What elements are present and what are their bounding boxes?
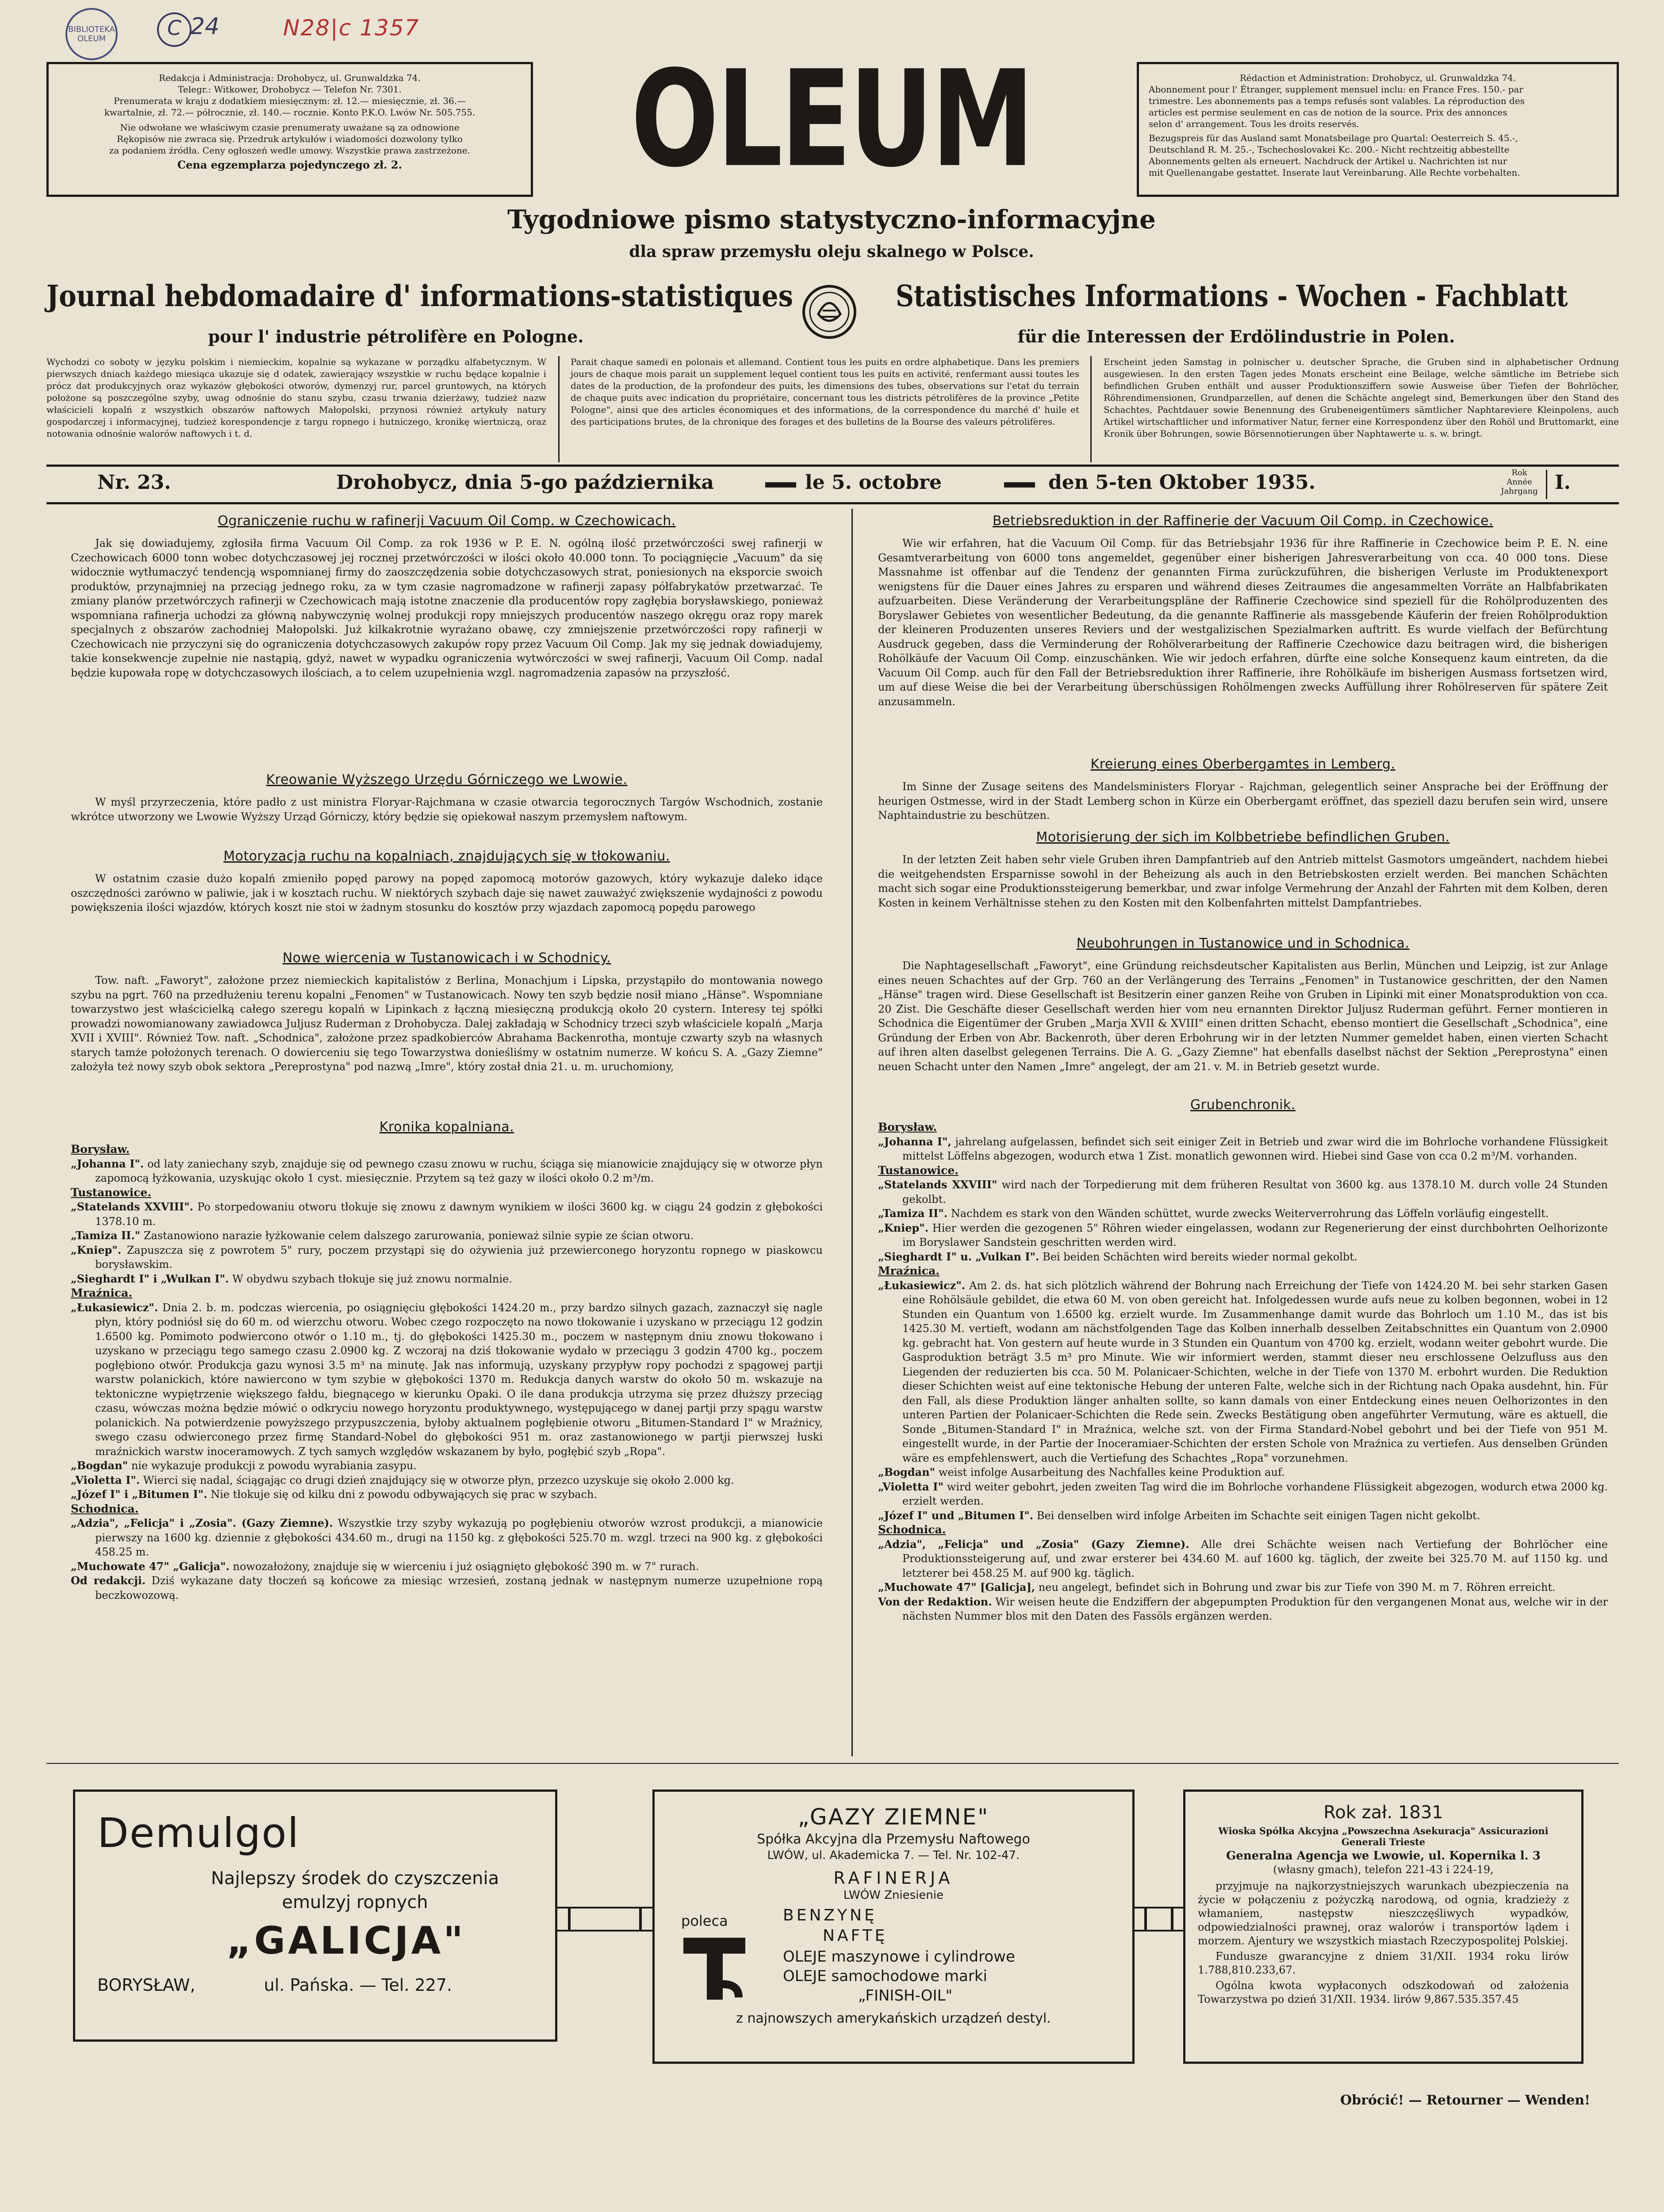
ad-demulgol-line: emulzyj ropnych xyxy=(282,1892,428,1912)
date-french: le 5. octobre xyxy=(805,471,942,494)
description-pl: Wychodzi co soboty w języku polskim i niemieckim, kopalnie są wykazane w porządku alfabetycznym. W pierwszych dniach każdego miesiąca ukazuje się d odatek, zawierający wszystkie w ruchu będące kopalnie i prócz dat produkcyjnych oraz wykazów głębokości otworów, dymenzyj rur, parcel gruntowych, na których położone są poszczególne szyby, uwag odnośnie do stanu szybu, czasu trwania dzierżawy, tudzież nazw właścicieli kopalń z wszystkich obszarów naftowych Małopolski, przynosi również artykuły natury gospodarczej i informacyjnej, tudzież korespondencje z targu ropnego i hutniczego, kronikę wiertniczą, oraz notowania odnośnie walorów naftowych i t. d. xyxy=(46,357,546,439)
ad-gazy-product: NAFTĘ xyxy=(823,1927,888,1945)
ad-generali-year: Rok zał. 1831 xyxy=(1323,1802,1443,1823)
chronicle-pl xyxy=(71,1142,823,1602)
header-right-line: Abonnement pour l' Étranger, supplement mensuel inclu: en France Fres. 150.- par xyxy=(1149,84,1523,95)
journal-subtitle-de: für die Interessen der Erdölindustrie in Polen. xyxy=(1017,326,1455,346)
chronicle-region: Mraźnica. xyxy=(878,1264,940,1277)
t-mark-icon xyxy=(681,1936,748,2002)
description-de: Erscheint jeden Samstag in polnischer u. deutscher Sprache, die Gruben sind in alphabetischer Ordnung ausgewiesen. In den ersten Tagen jedes Monats erscheint eine Beilage, welche sämtliche im Betriebe sich befindlichen Gruben enthält und ausser Produktionsziffern sowie Ausweise über Tiefen der Bohrlöcher, Röhrendimensionen, Grundparzellen, auf denen die Schächte angelegt sind, Bemerkungen über den Stand des Schachtes, Pachtdauer sowie Benennung des Grubeneigentümers sämtlicher Naphtareviere Kleinpolens, auch Artikel wirtschaftlicher und informativer Natur, ferner eine Korrespondenz über den Rohöl und Bruttomarkt, eine Kronik über Bohrungen, sowie Börsennotierungen über Naphtawerte u. s. w. bringt. xyxy=(1104,357,1619,439)
header-left-line: Telegr.: Witkower, Drohobycz — Telefon Nr. 7301. xyxy=(178,84,402,95)
chronicle-entry: „Bogdan" weist infolge Ausarbeitung des Nachfalles keine Produktion auf. xyxy=(878,1466,1285,1479)
ad-generali-line: Generalna Agencja we Lwowie, ul. Kopernika l. 3 xyxy=(1226,1849,1541,1863)
chronicle-entry: „Johanna I", jahrelang aufgelassen, befindet sich seit einiger Zeit in Betrieb und zwar wird die im Bohrloche vorhandene Flüssigkeit mittelst Löffelns abgezogen, wodurch etwa 1 Zist. monatlich gewonnen wird. Hiebei sind Gase von cca 0.2 m³/M. vorhanden. xyxy=(878,1135,1608,1162)
ad-demulgol-brand: „GALICJA" xyxy=(226,1919,466,1963)
chronicle-entry: „Józef I" i „Bitumen I". Nie tłokuje się od kilku dni z powodu odbywających się prac w szybach. xyxy=(71,1488,598,1501)
ad-demulgol xyxy=(73,1790,557,2042)
article-de-4: Die Naphtagesellschaft „Faworyt", eine Gründung reichsdeutscher Kapitalisten aus Berlin, München und Leipzig, ist zur Anlage eines neuen Schachtes auf der Grp. 760 an der Verlängerung des Terrains „Fenomen" in Tustanowice geschritten, der den Namen „Hänse" tragen wird. Diese Gesellschaft ist Besitzerin einer ganzen Reihe von Gruben in Lipinki mit einer Monatsproduktion von cca. 20 Zist. Die Geschäfte dieser Gesellschaft werden hier vom neu ernannten Direktor Juljusz Ruderman geführt. Ferner montieren in Schodnica die Eigentümer der Gruben „Marja XVII & XVIII" einen dritten Schacht, ebenso montiert die Gesellschaft „Schodnica", eine Gründung der Erben von Abr. Backenroth, über deren Erbohrung wir in der letzten Nummer gemeldet haben, einen vierten Schacht auf ihren alten daselbst gelegenen Terrains. Die A. G. „Gazy Ziemne" hat ebenfalls daselbst nächst der Sektion „Pereprostyna" einen neuen Schacht unter den Namen „Imre" angelegt, der am 21. v. M. in Betrieb gesetzt wurde. xyxy=(878,960,1608,1073)
date-polish: Drohobycz, dnia 5-go października xyxy=(336,471,714,494)
ad-generali-line: (własny gmach), telefon 221-43 i 224-19, xyxy=(1273,1863,1494,1876)
chronicle-entry: „Tamiza II". Nachdem es stark von den Wänden schüttet, wurde zwecks Weiterverrohrung das Löffeln vorläufig eingestellt. xyxy=(878,1207,1549,1220)
year-label: Rok xyxy=(1511,468,1527,477)
chronicle-entry: „Violetta I". Wierci się nadal, ściągając co drugi dzień znajdujący się w otworze płyn, przezco uzyskuje się około 2.000 kg. xyxy=(71,1473,734,1486)
chronicle-entry: „Muchowate 47" [Galicja], neu angelegt, befindet sich in Bohrung und zwar bis zur Tiefe von 390 M. m 7. Röhren erreicht. xyxy=(878,1581,1556,1594)
chronicle-region: Borysław. xyxy=(878,1121,937,1133)
ad-demulgol-address: ul. Pańska. — Tel. 227. xyxy=(264,1975,452,1995)
section-title-pl-5: Kronika kopalniana. xyxy=(379,1119,514,1135)
journal-title-de: Statistisches Informations - Wochen - Fachblatt xyxy=(896,279,1568,313)
dash xyxy=(1004,482,1035,488)
section-title-pl-1: Ograniczenie ruchu w rafinerji Vacuum Oil Comp. w Czechowicach. xyxy=(218,513,676,529)
article-de-2: Im Sinne der Zusage seitens des Mandelsministers Floryar - Rajchman, gelegentlich seiner Ansprache bei der Eröffnung der heurigen Ostmesse, wird in der Stadt Lemberg schon in Kürze ein Oberbergamt eröffnet, das speziell dazu berufen sein wird, unsere Naphtaindustrie zu beschützen. xyxy=(878,780,1608,822)
header-right-line: selon d' arrangement. Tous les droits reservés. xyxy=(1149,119,1359,129)
ad-gazy-product: „FINISH-OIL" xyxy=(858,1987,953,2005)
column-divider xyxy=(851,509,853,1756)
chronicle-region: Tustanowice. xyxy=(71,1186,152,1199)
ad-gazy-location: LWÓW Zniesienie xyxy=(843,1889,944,1902)
single-copy-price: Cena egzemplarza pojedynczego zł. 2. xyxy=(177,158,402,171)
article-pl-4: Tow. naft. „Faworyt", założone przez niemieckich kapitalistów z Berlina, Monachjum i Lipska, przystąpiło do montowania nowego szybu na pgrt. 760 na przedłużeniu terenu kopalni „Fenomen" w Tustanowicach. Nowy ten szyb będzie nosił miano „Hänse". Wspomniane towarzystwo jest właścicielką całego szeregu kopalń w Lipinkach z łączną miesięczną produkcją około 20 cystern. Interesy tej spółki prowadzi nowomianowany zawiadowca Juljusz Ruderman z Drohobycza. Dalej zakładają w Schodnicy trzeci szyb właściciele kopalń „Marja XVII i XVIII". Również Tow. naft. „Schodnica", założone przez spadkobierców Abrahama Backenrotha, montuje czwarty szyb na własnych starych tamże położonych terenach. O dowierceniu się tego Towarzystwa donieśliśmy w ostatnim numerze. W końcu S. A. „Gazy Ziemne" założyła też nowy szyb obok sektora „Pereprostyna" pod nazwą „Imre", który został dnia 21. u. m. uruchomiony, xyxy=(71,974,823,1073)
dash xyxy=(765,482,796,488)
journal-subtitle-fr: pour l' industrie pétrolifère en Pologne. xyxy=(208,326,584,346)
chronicle-entry: „Tamiza II." Zastanowiono narazie łyżkowanie celem dalszego zarurowania, ponieważ silnie sypie ze ścian otworu. xyxy=(71,1229,694,1242)
section-title-de-4: Neubohrungen in Tustanowice und in Schodnica. xyxy=(1076,936,1410,951)
chronicle-region: Borysław. xyxy=(71,1143,130,1156)
ad-gazy-product: OLEJE maszynowe i cylindrowe xyxy=(783,1948,1015,1966)
chronicle-entry: „Adzia", „Felicja" i „Zosia". (Gazy Ziemne). Wszystkie trzy szyby wykazują po pogłębieniu otworów wzrost produkcji, a mianowicie pierwszy na 1600 kg. dziennie z głębokości 434.60 m., drugi na 1150 kg. z głębokości 525.70 m. wzgl. trzeci na 900 kg. z głębokości 458.25 m. xyxy=(71,1517,823,1558)
ad-connector xyxy=(557,1907,652,1932)
chronicle-entry: „Łukasiewicz". Am 2. ds. hat sich plötzlich während der Bohrung nach Erreichung der Tiefe von 1424.20 M. bei sehr starken Gasen eine Rohölsäule gebildet, die etwa 60 M. von oben gereicht hat. Infolgedessen wurde aufs neue zu kolben begonnen, wobei in 12 Stunden ein Quantum von 1.6500 kg. erzielt wurde. Im Zusammenhange damit wurde das Bohrloch um 1.10 M., das ist bis 1425.30 M. vertieft, wodann am nächstfolgenden Tage das Kolben innerhalb desselben Zeitabschnittes ein Quantum von 2.0900 kg. gebracht hat. Von gestern auf heute wurde in 3 Stunden ein Quantum von 4700 kg. erzielt, wodann weiter gebohrt wurde. Die Gasproduktion beträgt 3.5 m³ pro Minute. Wie wir informiert werden, stammt dieser neu erschlossene Oelzufluss aus den Liegenden der reduzierten bis cca. 50 M. Polanicaer-Schichten, welche in der Tiefe von 1370 M. erbohrt wurden. Die Reduktion dieser Schichten weist auf eine tektonische Hebung der unteren Falte, welche sich in der Richtung nach Opaka ausdehnt, hin. Für den Fall, als diese Produktion länger anhalten sollte, so kann damals von einer Entdeckung eines neuen Oelhorizontes in den unteren Partien der Polanicaer-Schichten die Rede sein. Zwecks Bestätigung oben angeführter Vermutung, wäre es aktuell, die Sonde „Bitumen-Standard I" in Mraźnica, welche szt. von der Firma Standard-Nobel gebohrt und bei der Tiefe von 951 M. eingestellt wurde, in der Partie der Inoceramiaer-Schichten der ersten Schole von Mraźnica zu vertiefen. Aus denselben Gründen wäre es empfehlenswert, auch die Vertiefung des Schachtes „Ropa" vorzunehmen. xyxy=(878,1279,1608,1464)
library-stamp: BIBLIOTEKA OLEUM xyxy=(65,8,118,60)
header-left-line: Nie odwołane we właściwym czasie prenumeraty uważane są za odnowione xyxy=(120,122,460,133)
handwritten-copyright-mark: C xyxy=(157,12,192,47)
journal-title-fr: Journal hebdomadaire d' informations-statistiques xyxy=(46,279,794,313)
chronicle-entry: Od redakcji. Dziś wykazane daty tłoczeń są końcowe za miesiąc wrzesień, zostaną jednak w następnym numerze uzupełnione ropą beczkowozową. xyxy=(71,1574,823,1601)
article-pl-1: Jak się dowiadujemy, zgłosiła firma Vacuum Oil Comp. za rok 1936 w P. E. N. ogólną ilość przetwórczości swej rafinerji w Czechowicach 6000 tonn wobec dotychczasowej jej rocznej przetwórczości w ilości około 40.000 tonn. To pociągnięcie „Vacuum" da się widocznie wytłumaczyć tendencją wspomnianej firmy do zaoszczędzenia sobie dotychczasowych strat, poniesionych na eksporcie swoich produktów, przynajmniej na przeciąg jednego roku, za w tym czasie nagromadzone w rafinerji zapasy półfabrykatów przetwarzać. Te zmiany planów przetwórczych rafinerji w Czechowicach mają istotne znaczenie dla producentów ropy zagłębia borysławskiego, ponieważ wspomniana rafinerja uchodzi za główną nabywczynię wolnej produkcji ropy mniejszych producentów naszego okręgu oraz ropy marek specjalnych z obszarów zachodniej Małopolski. Już kilkakrotnie wyrażano obawę, czy zmniejszenie przetwórczości ropy rafinerji w Czechowicach nie przyczyni się do ograniczenia dotychczasowych zakupów ropy przez Vacuum Oil Comp. Jak my się jednak dowiadujemy, takie konsekwencje zupełnie nie nastąpią, gdyż, nawet w wypadku ograniczenia wytwórczości w swej rafinerji, Vacuum Oil Comp. nadal będzie kupowała ropę w dotychczasowych ilościach, a to celem uzupełnienia wzgl. nagromadzenia zapasów na przyszłość. xyxy=(71,537,823,679)
chronicle-entry: „Józef I" und „Bitumen I". Bei denselben wird infolge Arbeiten im Schachte seit einigen Tagen nicht gekolbt. xyxy=(878,1509,1480,1522)
ad-gazy-rafinerja: RAFINERJA xyxy=(833,1868,954,1888)
section-title-pl-2: Kreowanie Wyższego Urzędu Górniczego we Lwowie. xyxy=(266,772,628,787)
ad-generali-fund: Fundusze gwarancyjne z dniem 31/XII. 1934 roku lirów 1.788,810.233,67. xyxy=(1198,1950,1569,1976)
header-left-line: za podaniem źródła. Ceny ogłoszeń wedle umowy. Wszystkie prawa zastrzeżone. xyxy=(109,145,471,156)
ad-gazy-products xyxy=(672,1905,1115,2006)
article-de-1: Wie wir erfahren, hat die Vacuum Oil Comp. für das Betriebsjahr 1936 für ihre Raffinerie in Czechowice beim P. E. N. eine Gesamtverarbeitung von 6000 tons angemeldet, gegenüber einer bisherigen Jahresverarbeitung von cca. 40 000 tons. Diese Massnahme ist offenbar auf die Tendenz der genannten Firma zurückzuführen, die bisherigen Verluste im Produktenexport wenigstens für die Dauer eines Jahres zu ersparen und während dieses Zeitraumes die angesammelten Vorräte an Halbfabrikaten aufzuarbeiten. Diese Veränderung der Verarbeitungspläne der Raffinerie Czechowice sind speziell für die Rohölproduzenten des Boryslawer Gebietes von wesentlicher Bedeutung, da die genannte Raffinerie als massgebende Käuferin der freien Rohölproduktion der kleineren Produzenten unseres Reviers und der westgalizischen Spezialmarken auftritt. Es wurde vielfach der Befürchtung Ausdruck gegeben, dass die Verminderung der Rohölverarbeitung der Raffinerie Czechowice dazu beitragen wird, die bisherigen Rohölkäufe der Vacuum Oil Comp. einzuschänken. Wie wir jedoch erfahren, dürfte eine solche Konsequenz kaum eintreten, da die Vacuum Oil Comp. auch für den Fall der Betriebsreduktion ihrer Raffinerie, ihre Rohölkäufe im bisherigen Ausmass fortsetzen wird, um auf diese Weise die bei der Verarbeitung überschüssigen Rohölmengen zwecks Auffüllung ihrer Rohölreserven für spätere Zeit anzusammeln. xyxy=(878,537,1608,708)
chronicle-entry: „Johanna I". od laty zaniechany szyb, znajduje się od pewnego czasu znowu w ruchu, ściąga się mianowicie znajdujący się w otworze płyn zapomocą łyżkowania, uzyskując około 1 cyst. miesięcznie. Przytem są też gazy w ilości około 0.2 m³/m. xyxy=(71,1157,823,1184)
section-title-de-5: Grubenchronik. xyxy=(1190,1097,1296,1113)
date-german: den 5-ten Oktober 1935. xyxy=(1048,471,1316,494)
header-left-line: Rękopisów nie zwraca się. Przedruk artykułów i wiadomości dozwolony tylko xyxy=(117,134,463,144)
turn-page-notice: Obrócić! — Retourner — Wenden! xyxy=(1340,2093,1591,2108)
ad-gazy-poleca: poleca xyxy=(681,1912,728,1929)
article-de-3: In der letzten Zeit haben sehr viele Gruben ihren Dampfantrieb auf den Antrieb mittelst Gasmotors umgeändert, nachdem hiebei die weitgehendsten Ersparnisse sowohl in der Beheizung als auch in den Betriebskosten erzielt werden. Bei manchen Schächten macht sich sogar eine Produktionssteigerung bemerkbar, und zwar infolge Vermehrung der Anzahl der Fahrten mit dem Kolben, deren Kosten in keinem Verhältnisse stehen zu den Kosten mit den Kolbenfahrten mittelst Dampfantriebes. xyxy=(878,853,1608,909)
header-right-line: Rédaction et Administration: Drohobycz, ul. Grunwaldzka 74. xyxy=(1239,73,1516,83)
divider xyxy=(558,356,560,462)
ad-gazy-line: Spółka Akcyjna dla Przemysłu Naftowego xyxy=(757,1832,1030,1847)
header-left-line: kwartalnie, zł. 72.— półrocznie, zł. 140.— rocznie. Konto P.K.O. Lwów Nr. 505.755. xyxy=(104,107,475,118)
header-right-line: Bezugspreis für das Ausland samt Monatsbeilage pro Quartal: Oesterreich S. 45.-, xyxy=(1149,133,1518,143)
oil-emblem-icon xyxy=(801,283,858,341)
ad-generali-payout: Ogólna kwota wypłaconych odszkodowań od założenia Towarzystwa po dzień 31/XII. 1934. lirów 9,867.535.357.45 xyxy=(1198,1979,1569,2005)
chronicle-entry: „Statelands XXVIII" wird nach der Torpedierung mit dem früheren Resultat von 3600 kg. aus 1378.10 M. durch volle 24 Stunden gekolbt. xyxy=(878,1178,1608,1206)
chronicle-region: Mraźnica. xyxy=(71,1286,133,1299)
chronicle-entry: „Violetta I" wird weiter gebohrt, jeden zweiten Tag wird die im Bohrloche vorhandene Flüssigkeit abgezogen, wodurch etwa 2000 kg. erzielt werden. xyxy=(878,1480,1608,1507)
header-right-line: Abonnements gelten als erneuert. Nachdruck der Artikel u. Nachrichten ist nur xyxy=(1149,156,1507,166)
ad-gazy-title: „GAZY ZIEMNE" xyxy=(797,1804,989,1830)
chronicle-region: Schodnica. xyxy=(878,1523,946,1536)
chronicle-entry: „Bogdan" nie wykazuje produkcji z powodu wyrabiania zasypu. xyxy=(71,1459,417,1472)
ad-gazy-product: OLEJE samochodowe marki xyxy=(783,1967,988,1985)
header-left-line: Redakcja i Administracja: Drohobycz, ul. Grunwaldzka 74. xyxy=(159,73,421,83)
section-title-pl-3: Motoryzacja ruchu na kopalniach, znajdujących się w tłokowaniu. xyxy=(223,849,670,864)
chronicle-entry: „Kniep". Hier werden die gezogenen 5" Röhren wieder eingelassen, wodann zur Regenerierung der einst durchbohrten Oelhorizonte im Boryslawer Sandstein geschritten werden wird. xyxy=(878,1221,1608,1248)
masthead-title: OLEUM xyxy=(631,42,1032,196)
divider xyxy=(1090,356,1092,462)
ad-generali-body: przyjmuje na najkorzystniejszych warunkach ubezpieczenia na życie w połączeniu z pożyczką narodową, od ognia, kradzieży z włamaniem, następstw nieszczęśliwych wypadków, odpowiedzialności prawnej, oraz walorów i transportów lądem i morzem. Ajentury we wszystkich miastach Rzeczypospolitej Polskiej. xyxy=(1198,1880,1569,1947)
article-pl-2: W myśl przyrzeczenia, które padło z ust ministra Floryar-Rajchmana w czasie otwarcia tegorocznych Targów Wschodnich, zostanie wkrótce utworzony we Lwowie Wyższy Urząd Górniczy, który będzie się opiekował naszym przemysłem naftowym. xyxy=(71,796,823,823)
divider xyxy=(1546,470,1547,499)
section-title-de-1: Betriebsreduktion in der Raffinerie der Vacuum Oil Comp. in Czechowice. xyxy=(992,513,1494,529)
header-right-box xyxy=(1137,62,1619,197)
ad-demulgol-line: Najlepszy środek do czyszczenia xyxy=(211,1868,499,1889)
chronicle-entry: „Kniep". Zapuszcza się z powrotem 5" rury, poczem przystąpi się do ożywienia już przewierconego horyzontu ropnego w piaskowcu borysławskim. xyxy=(71,1243,823,1271)
rule xyxy=(46,1763,1619,1764)
chronicle-region: Schodnica. xyxy=(71,1502,139,1515)
rule xyxy=(46,465,1619,467)
chronicle-entry: „Sieghardt I" u. „Vulkan I". Bei beiden Schächten wird bereits wieder normal gekolbt. xyxy=(878,1250,1357,1263)
ad-demulgol-address-row xyxy=(97,1975,533,1995)
handwritten-number: 24 xyxy=(190,13,220,40)
header-right-line: Deutschland R. M. 25.-, Tschechoslovakei Kc. 200.- Nicht rechtzeitig abbestellte xyxy=(1149,144,1510,155)
ad-demulgol-title: Demulgol xyxy=(97,1809,300,1857)
ad-gazy-line: LWÓW, ul. Akademicka 7. — Tel. Nr. 102-47. xyxy=(767,1849,1020,1862)
chronicle-entry: „Sieghardt I" i „Wulkan I". W obydwu szybach tłokuje się już znowu normalnie. xyxy=(71,1272,512,1285)
ad-connector xyxy=(1135,1907,1183,1932)
year-labels xyxy=(1495,468,1544,496)
ad-gazy-ziemne xyxy=(652,1790,1135,2064)
rule xyxy=(46,502,1619,504)
header-left-line: Prenumerata w kraju z dodatkiem miesięcznym: zł. 12.— miesięcznie, zł. 36.— xyxy=(113,96,466,106)
chronicle-entry: „Adzia", „Felicja" und „Zosia" (Gazy Ziemne). Alle drei Schächte weisen nach Vertiefung der Bohrlöcher eine Produktionssteigerung auf, und zwar ersterer bei 434.60 M. auf 1600 kg. täglich, der zweite bei 325.70 M. auf 1150 kg. und letzterer bei 458.25 M. auf 900 kg. täglich. xyxy=(878,1537,1608,1579)
header-right-line: trimestre. Les abonnements pas a temps refusés sont valables. La réproduction des xyxy=(1149,96,1525,106)
chronicle-de xyxy=(878,1120,1608,1624)
ad-gazy-footer: z najnowszych amerykańskich urządzeń destyl. xyxy=(736,2011,1051,2026)
chronicle-entry: „Łukasiewicz". Dnia 2. b. m. podczas wiercenia, po osiągnięciu głębokości 1424.20 m., przy bardzo silnych gazach, zaznaczył się nagle płyn, który podniósł się do 60 m. od wierzchu otworu. Wobec czego rozpoczęto na nowo tłokowanie i uzyskano w przeciągu 12 godzin 1.6500 kg. Pomimoto podwiercono otwór o 1.10 m., tj. do głębokości 1425.30 m., poczem w następnym dniu znowu tłokowano i uzyskano w przeciągu tego samego czasu 2.0900 kg. Z wczoraj na dziś tłokowanie wydało w przeciągu 3 godzin 4700 kg., poczem pogłębiono otwór. Produkcja gazu wynosi 3.5 m³ na minutę. Jak nas informują, uzyskany przypływ ropy pochodzi z spągowej partji warstw polanickich, które nawiercono w tym szybie w głębokości 1370 m. Redukcja danych warstw do około 50 m. wskazuje na tektoniczne wypiętrzenie większego fałdu, biegnącego w kierunku Opaki. O ile dana produkcja utrzyma się przez dłuższy przeciąg czasu, wówczas można będzie mówić o odkryciu nowego horyzontu produktywnego, występującego w danej partji przy spągu warstw polanickich. Na potwierdzenie powyższego przypuszczenia, byłoby aktualnem pogłębienie otworu „Bitumen-Standard I" w Mraźnicy, swego czasu odwierconego przez firmę Standard-Nobel do głębokości 951 m. oraz zastanowionego w partji pierwszej łuski mraźnickich warstw inoceramowych. Z tych samych względów wskazanem by było, pogłębić szyb „Ropa". xyxy=(71,1301,823,1458)
section-title-pl-4: Nowe wiercenia w Tustanowicach i w Schodnicy. xyxy=(282,950,611,966)
ad-generali-line: Wioska Spółka Akcyjna „Powszechna Asekuracja" Assicurazioni Generali Trieste xyxy=(1218,1825,1549,1847)
header-right-line: articles est permise seulement en cas de notion de la source. Prix des annonces xyxy=(1149,107,1507,118)
issue-number: Nr. 23. xyxy=(97,471,171,494)
header-left-box xyxy=(46,62,533,197)
ad-gazy-product: BENZYNĘ xyxy=(783,1906,877,1924)
chronicle-entry: „Statelands XXVIII". Po storpedowaniu otworu tłokuje się znowu z dawnym wynikiem w ilości 3600 kg. w ciągu 24 godzin z głębokości 1378.10 m. xyxy=(71,1200,823,1228)
article-pl-3: W ostatnim czasie dużo kopalń zmieniło popęd parowy na popęd zapomocą motorów gazowych, który wykazuje daleko idące oszczędności zarówno w paliwie, jak i w kosztach ruchu. W niektórych szybach daje się nawet zauważyć zwiększenie wydajności z powodu powiększenia ilości wjazdów, których koszt nie stoi w żadnym stosunku do kosztów przy wjazdach zapomocą popędu parowego xyxy=(71,872,823,914)
chronicle-region: Tustanowice. xyxy=(878,1164,959,1177)
ad-generali xyxy=(1183,1790,1583,2064)
chronicle-entry: Von der Redaktion. Wir weisen heute die Endziffern der abgepumpten Produktion für den vergangenen Monat aus, welche wir in der nächsten Nummer blos mit den Daten des Fassöls ergänzen werden. xyxy=(878,1595,1608,1622)
header-right-line: mit Quellenangabe gestattet. Inserate laut Vereinbarung. Alle Rechte vorbehalten. xyxy=(1149,167,1520,178)
description-fr: Parait chaque samedi en polonais et allemand. Contient tous les puits en ordre alphabetique. Dans les premiers jours de chaque mois parait un supplement lequel contient tous les puits en activité, renfermant aussi toutes les dates de la production, de la profondeur des puits, les dimensions des tubes, observations sur l'etat du terrain de chaque puits avec indication du propriétaire, concernant tous les districts pétrolifères de la province „Petite Pologne", ainsi que des articles économiques et des informations, de la correspondence du marché d' huile et des participations brutes, de la chronique des forages et des bulletins de la Bourse des valeurs pétrolifères. xyxy=(571,357,1079,427)
subtitle-polish-2: dla spraw przemysłu oleju skalnego w Polsce. xyxy=(629,242,1034,261)
volume-number: I. xyxy=(1555,471,1571,494)
section-title-de-2: Kreierung eines Oberbergamtes in Lemberg. xyxy=(1090,757,1396,772)
section-title-de-3: Motorisierung der sich im Kolbbetriebe befindlichen Gruben. xyxy=(1036,830,1450,845)
handwritten-signature: N28|c 1357 xyxy=(283,15,420,41)
ad-demulgol-city: BORYSŁAW, xyxy=(97,1975,196,1995)
year-label: Jahrgang xyxy=(1501,487,1538,496)
chronicle-entry: „Muchowate 47" „Galicja". nowozałożony, znajduje się w wierceniu i już osiągnięto głębokość 390 m. w 7" rurach. xyxy=(71,1559,699,1573)
subtitle-polish: Tygodniowe pismo statystyczno-informacyjne xyxy=(507,204,1156,234)
year-label: Année xyxy=(1507,477,1532,487)
